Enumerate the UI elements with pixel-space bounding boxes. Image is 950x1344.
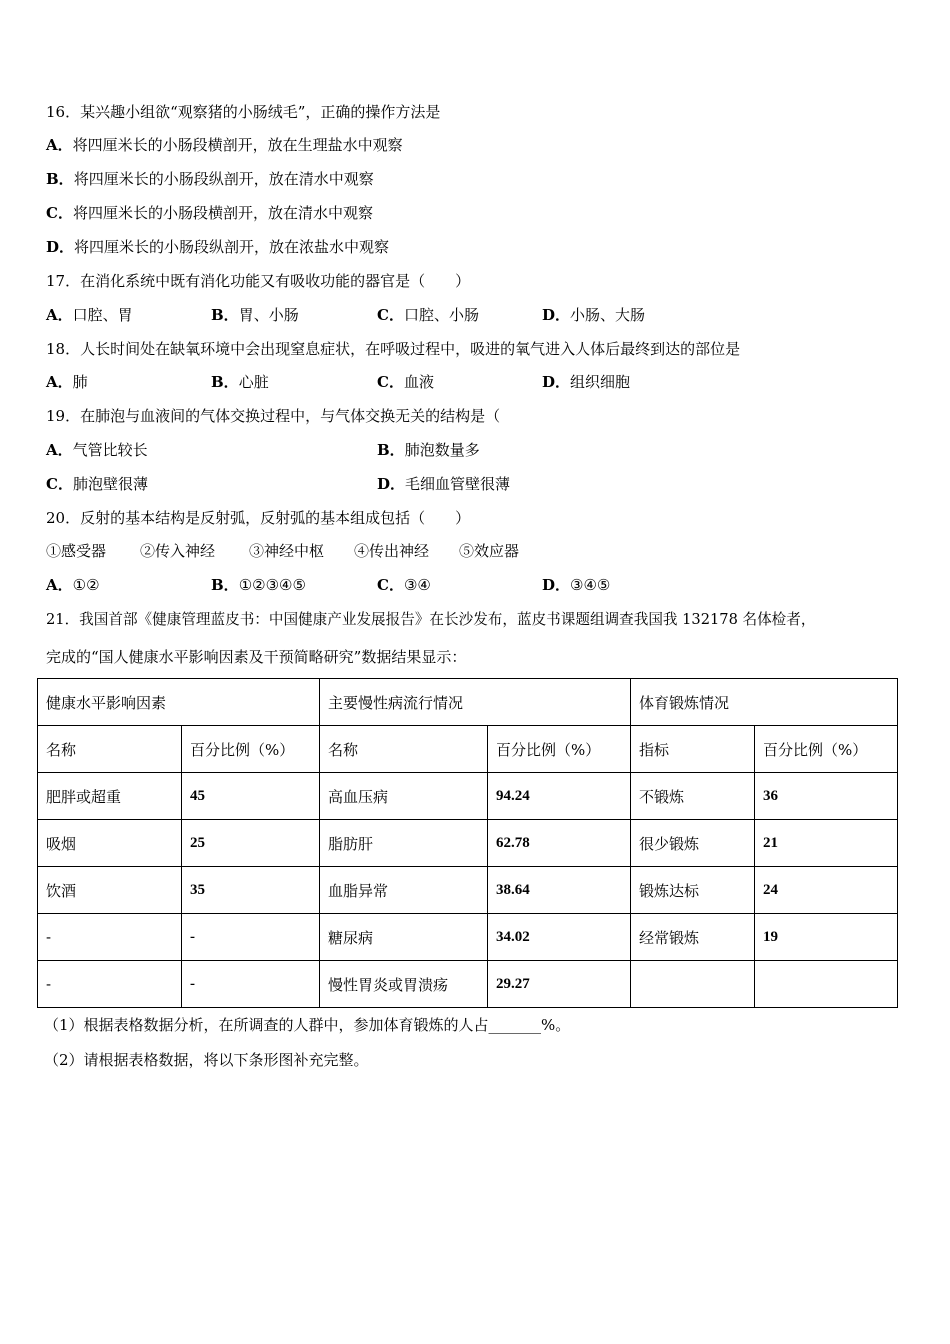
group-header-factors: 健康水平影响因素 <box>38 679 320 726</box>
q19-option-b <box>377 440 480 460</box>
table-cell: - <box>182 914 320 961</box>
table-cell: 35 <box>182 867 320 914</box>
table-cell: 25 <box>182 820 320 867</box>
table-cell: 肥胖或超重 <box>38 773 182 820</box>
option-letter: A． <box>46 306 73 324</box>
table-cell: 94.24 <box>488 773 631 820</box>
table-row <box>38 914 898 961</box>
option-letter: D． <box>377 475 406 493</box>
q18-stem: 18．人长时间处在缺氧环境中会出现窒息症状，在呼吸过程中，吸进的氧气进入人体后最终到达的部位是 <box>46 340 741 358</box>
table-cell: 24 <box>755 867 898 914</box>
q17-stem: 17．在消化系统中既有消化功能又有吸收功能的器官是（ ） <box>46 272 471 290</box>
table-row <box>38 820 898 867</box>
option-letter: B． <box>46 170 74 188</box>
table-group-header-row <box>38 679 898 726</box>
option-text: ①②③④⑤ <box>238 576 306 594</box>
option-text: 将四厘米长的小肠段横剖开，放在生理盐水中观察 <box>72 136 403 154</box>
q19-stem: 19．在肺泡与血液间的气体交换过程中，与气体交换无关的结构是（ <box>46 407 501 425</box>
table-cell: 糖尿病 <box>320 914 488 961</box>
table-subheader-row <box>38 726 898 773</box>
column-header: 名称 <box>320 726 488 773</box>
option-letter: D． <box>542 306 571 324</box>
q16-option-b <box>46 169 374 189</box>
q18-option-a <box>46 372 88 392</box>
q19-option-a <box>46 440 148 460</box>
q19-option-d <box>377 474 510 494</box>
option-letter: A． <box>46 373 73 391</box>
column-header: 百分比例（%） <box>755 726 898 773</box>
q20-item-3: ③神经中枢 <box>249 542 325 560</box>
q21-stem-line1: 21．我国首部《健康管理蓝皮书：中国健康产业发展报告》在长沙发布，蓝皮书课题组调查我国我 132178 名体检者， <box>46 611 816 628</box>
q18-option-c <box>377 372 434 392</box>
option-letter: C． <box>46 475 73 493</box>
option-letter: C． <box>377 576 404 594</box>
q20-item-2: ②传入神经 <box>140 542 216 560</box>
option-letter: C． <box>46 204 73 222</box>
option-text: 口腔、胃 <box>72 306 133 324</box>
option-text: 毛细血管壁很薄 <box>405 475 511 493</box>
q20-option-b <box>211 575 306 595</box>
group-header-chronic-disease: 主要慢性病流行情况 <box>320 679 631 726</box>
option-letter: B． <box>377 441 405 459</box>
table-cell: 吸烟 <box>38 820 182 867</box>
q16-stem: 16．某兴趣小组欲“观察猪的小肠绒毛”，正确的操作方法是 <box>46 103 441 121</box>
q20-option-c <box>377 575 431 595</box>
column-header: 指标 <box>631 726 755 773</box>
table-cell: - <box>38 914 182 961</box>
table-cell: - <box>38 961 182 1008</box>
option-text: 小肠、大肠 <box>570 306 646 324</box>
option-letter: C． <box>377 306 404 324</box>
q20-item-4: ④传出神经 <box>354 542 430 560</box>
option-letter: D． <box>542 373 571 391</box>
table-cell <box>631 961 755 1008</box>
option-letter: A． <box>46 576 73 594</box>
q18-option-d <box>542 372 630 392</box>
column-header: 百分比例（%） <box>488 726 631 773</box>
option-text: 将四厘米长的小肠段纵剖开，放在清水中观察 <box>73 170 374 188</box>
table-cell: 饮酒 <box>38 867 182 914</box>
table-cell: 19 <box>755 914 898 961</box>
option-letter: B． <box>211 576 239 594</box>
q20-stem: 20．反射的基本结构是反射弧，反射弧的基本组成包括（ ） <box>46 509 471 527</box>
health-data-table <box>37 678 898 1008</box>
option-text: 组织细胞 <box>570 373 631 391</box>
table-cell: 45 <box>182 773 320 820</box>
option-text: 肺 <box>72 373 88 391</box>
q21-subquestion-1: （1）根据表格数据分析，在所调查的人群中，参加体育锻炼的人占_______%。 <box>44 1016 571 1034</box>
q17-option-b <box>211 305 299 325</box>
table-cell: 高血压病 <box>320 773 488 820</box>
column-header: 百分比例（%） <box>182 726 320 773</box>
q21-stem-line2: 完成的“国人健康水平影响因素及干预简略研究”数据结果显示： <box>46 648 467 666</box>
q20-item-5: ⑤效应器 <box>459 542 520 560</box>
q21-subquestion-2: （2）请根据表格数据，将以下条形图补充完整。 <box>44 1051 369 1069</box>
table-row <box>38 773 898 820</box>
group-header-exercise: 体育锻炼情况 <box>631 679 898 726</box>
q16-option-a <box>46 135 403 155</box>
column-header: 名称 <box>38 726 182 773</box>
option-text: ③④ <box>403 576 431 594</box>
q20-option-a <box>46 575 100 595</box>
table-cell: 29.27 <box>488 961 631 1008</box>
table-cell: 21 <box>755 820 898 867</box>
q20-option-d <box>542 575 610 595</box>
option-text: 血液 <box>403 373 434 391</box>
option-letter: D． <box>46 238 75 256</box>
table-cell: 经常锻炼 <box>631 914 755 961</box>
option-letter: C． <box>377 373 404 391</box>
table-cell: 血脂异常 <box>320 867 488 914</box>
q16-option-d <box>46 237 389 257</box>
table-row <box>38 867 898 914</box>
table-cell: 34.02 <box>488 914 631 961</box>
table-cell: 38.64 <box>488 867 631 914</box>
option-text: 肺泡数量多 <box>404 441 480 459</box>
q17-option-d <box>542 305 645 325</box>
option-text: 口腔、小肠 <box>403 306 479 324</box>
option-letter: D． <box>542 576 571 594</box>
option-text: 气管比较长 <box>72 441 148 459</box>
table-cell: 不锻炼 <box>631 773 755 820</box>
q17-option-c <box>377 305 479 325</box>
option-letter: B． <box>211 373 239 391</box>
option-text: 将四厘米长的小肠段横剖开，放在清水中观察 <box>72 204 373 222</box>
q18-option-b <box>211 372 269 392</box>
option-text: 肺泡壁很薄 <box>72 475 148 493</box>
table-cell: 慢性胃炎或胃溃疡 <box>320 961 488 1008</box>
option-letter: A． <box>46 136 73 154</box>
option-letter: B． <box>211 306 239 324</box>
option-letter: A． <box>46 441 73 459</box>
table-row <box>38 961 898 1008</box>
option-text: ①② <box>72 576 100 594</box>
q17-option-a <box>46 305 133 325</box>
option-text: 胃、小肠 <box>238 306 299 324</box>
table-cell: 62.78 <box>488 820 631 867</box>
table-cell: 脂肪肝 <box>320 820 488 867</box>
table-cell: 36 <box>755 773 898 820</box>
option-text: ③④⑤ <box>570 576 611 594</box>
q16-option-c <box>46 203 373 223</box>
q20-item-1: ①感受器 <box>46 542 107 560</box>
table-cell: 锻炼达标 <box>631 867 755 914</box>
option-text: 心脏 <box>238 373 269 391</box>
table-cell <box>755 961 898 1008</box>
option-text: 将四厘米长的小肠段纵剖开，放在浓盐水中观察 <box>74 238 390 256</box>
q19-option-c <box>46 474 148 494</box>
table-cell: - <box>182 961 320 1008</box>
table-cell: 很少锻炼 <box>631 820 755 867</box>
